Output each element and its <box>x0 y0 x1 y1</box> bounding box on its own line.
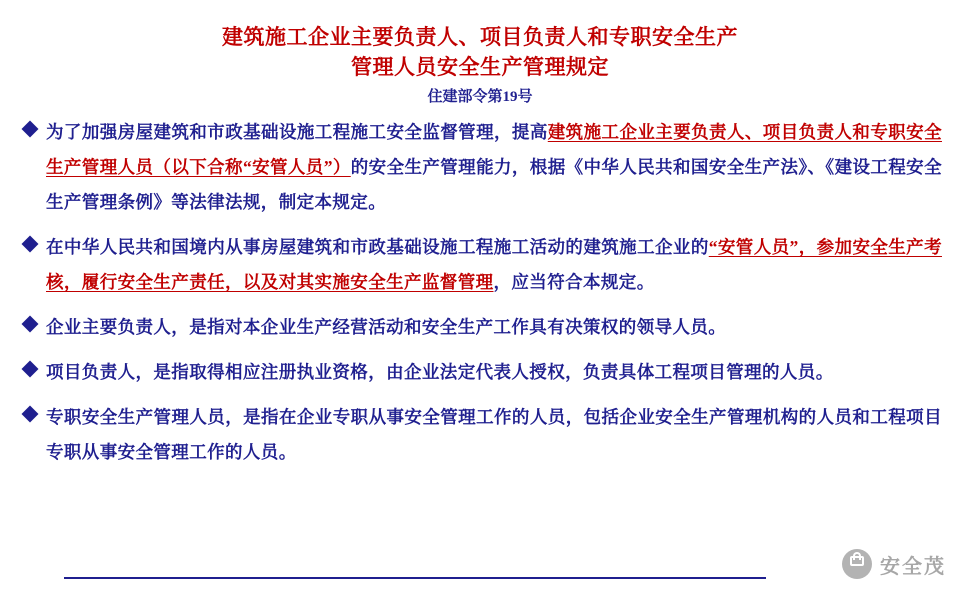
list-item-text <box>46 230 942 300</box>
bullet-list <box>22 115 942 470</box>
diamond-bullet-icon <box>22 316 39 333</box>
list-item <box>22 230 942 300</box>
list-item-text <box>46 400 942 470</box>
page-title-line-2: 管理人员安全生产管理规定 <box>351 55 609 79</box>
diamond-bullet-icon <box>22 236 39 253</box>
page-subtitle: 住建部令第19号 <box>427 89 533 105</box>
watermark <box>842 549 946 579</box>
text-segment: 企业主要负责人，是指对本企业生产经营活动和安全生产工作具有决策权的领导人员。 <box>46 317 727 337</box>
title-block <box>0 0 960 109</box>
page-title-line-1: 建筑施工企业主要负责人、项目负责人和专职安全生产 <box>222 25 738 49</box>
list-item <box>22 310 942 345</box>
diamond-bullet-icon <box>22 121 39 138</box>
footer-divider <box>64 577 766 579</box>
text-segment: 在中华人民共和国境内从事房屋建筑和市政基础设施工程施工活动的建筑施工企业的 <box>46 237 709 257</box>
list-item <box>22 115 942 220</box>
list-item-text <box>46 310 942 345</box>
text-segment: 的安全生产管理能力，根据《中华人民共和国安全生产法》、《建设工程安全生产管理条例》等法律法规，制定本规定。 <box>46 157 942 212</box>
text-segment: 专职安全生产管理人员，是指在企业专职从事安全管理工作的人员，包括企业安全生产管理机构的人员和工程项目专职从事安全管理工作的人员。 <box>46 407 942 462</box>
text-segment: 为了加强房屋建筑和市政基础设施工程施工安全监督管理，提高 <box>46 122 548 142</box>
lock-badge-icon <box>842 549 872 579</box>
text-segment: 项目负责人，是指取得相应注册执业资格，由企业法定代表人授权，负责具体工程项目管理的人员。 <box>46 362 834 382</box>
list-item <box>22 400 942 470</box>
list-item-text <box>46 355 942 390</box>
text-segment-highlight: 建筑施工企业主要负责人、项目负责人和专职安全生产管理人员（以下合称“安管人员”） <box>46 122 942 177</box>
list-item <box>22 355 942 390</box>
diamond-bullet-icon <box>22 361 39 378</box>
text-segment-highlight: “安管人员”，参加安全生产考核，履行安全生产责任，以及对其实施安全生产监督管理 <box>46 237 942 292</box>
watermark-label: 安全茂 <box>880 555 946 578</box>
list-item-text <box>46 115 942 220</box>
text-segment: ，应当符合本规定。 <box>493 272 655 292</box>
diamond-bullet-icon <box>22 406 39 423</box>
